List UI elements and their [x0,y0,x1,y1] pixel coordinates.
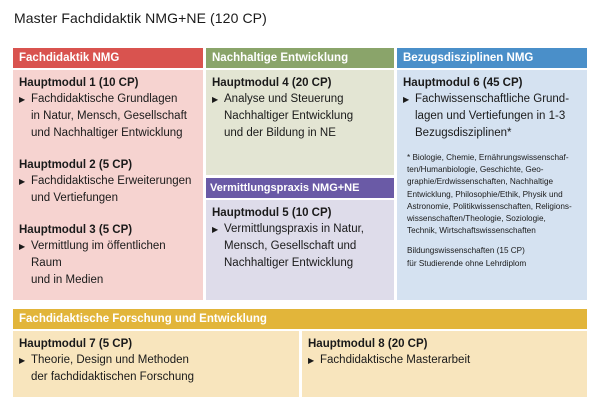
module-2 [19,158,197,207]
module-6-title: Hauptmodul 6 (45 CP) [403,77,523,89]
module-3-text: Vermittlung im öffentlichen Raum und in Medien [31,240,166,286]
header-fachdidaktik-nmg-label: Fachdidaktik NMG [19,52,120,64]
module-7-text: Theorie, Design und Methoden der fachdidaktischen Forschung [31,354,195,383]
triangle-bullet-icon: ▶ [212,95,219,104]
module-5 [212,206,388,272]
module-8-text: Fachdidaktische Masterarbeit [320,354,471,366]
module-4 [212,76,388,142]
module-3 [19,223,197,289]
header-vermittlungspraxis [206,178,394,198]
header-bezugsdisziplinen [397,48,587,68]
module-8-title: Hauptmodul 8 (20 CP) [308,338,428,350]
header-vermittlungspraxis-label: Vermittlungspraxis NMG+NE [210,182,360,194]
module-4-text: Analyse und Steuerung Nachhaltiger Entwicklung und der Bildung in NE [224,93,354,139]
header-nachhaltige-entwicklung [206,48,394,68]
triangle-bullet-icon: ▶ [19,177,26,186]
module-7 [19,337,293,386]
header-fachdidaktik-nmg [13,48,203,68]
page-title: Master Fachdidaktik NMG+NE (120 CP) [14,10,267,26]
module-2-text: Fachdidaktische Erweiterungen und Vertiefungen [31,175,192,204]
triangle-bullet-icon: ▶ [403,95,410,104]
box-forschung-right [302,331,587,397]
box-nachhaltige-entwicklung [206,70,394,175]
header-forschung-label: Fachdidaktische Forschung und Entwicklung [19,313,267,325]
module-5-text: Vermittlungspraxis in Natur, Mensch, Gesellschaft und Nachhaltiger Entwicklung [224,223,364,269]
module-1-title: Hauptmodul 1 (10 CP) [19,77,139,89]
footnote-disciplines: * Biologie, Chemie, Ernährungswissenschaf- ten/Humanbiologie, Geschichte, Geo- graphie/Erdwissenschaften, Nachhaltige Entwicklung, Philosophie/Ethik, Physik und Astronomie, Politikwissenschaften, Religions- wissenschaften/Theologie, Soziologie, Technik, Wirtschaftswissenschaften [407,153,572,236]
box-fachdidaktik-nmg [13,70,203,300]
triangle-bullet-icon: ▶ [19,95,26,104]
header-forschung [13,309,587,329]
triangle-bullet-icon: ▶ [308,356,315,365]
module-4-title: Hauptmodul 4 (20 CP) [212,77,332,89]
triangle-bullet-icon: ▶ [19,356,26,365]
module-1 [19,76,197,142]
module-8 [308,337,581,369]
module-6 [403,76,581,142]
triangle-bullet-icon: ▶ [19,242,26,251]
module-3-title: Hauptmodul 3 (5 CP) [19,224,133,236]
header-nachhaltige-entwicklung-label: Nachhaltige Entwicklung [212,52,349,64]
triangle-bullet-icon: ▶ [212,225,219,234]
box-bezugsdisziplinen [397,70,587,300]
module-5-title: Hauptmodul 5 (10 CP) [212,207,332,219]
note-bildungswissenschaften: Bildungswissenschaften (15 CP) für Studierende ohne Lehrdiplom [407,246,527,268]
module-7-title: Hauptmodul 7 (5 CP) [19,338,133,350]
module-2-title: Hauptmodul 2 (5 CP) [19,159,133,171]
module-6-text: Fachwissenschaftliche Grund- lagen und Vertiefungen in 1-3 Bezugsdisziplinen* [415,93,570,139]
box-forschung-left [13,331,299,397]
box-vermittlungspraxis [206,200,394,300]
module-1-text: Fachdidaktische Grundlagen in Natur, Mensch, Gesellschaft und Nachhaltiger Entwicklung [31,93,187,139]
header-bezugsdisziplinen-label: Bezugsdisziplinen NMG [403,52,534,64]
